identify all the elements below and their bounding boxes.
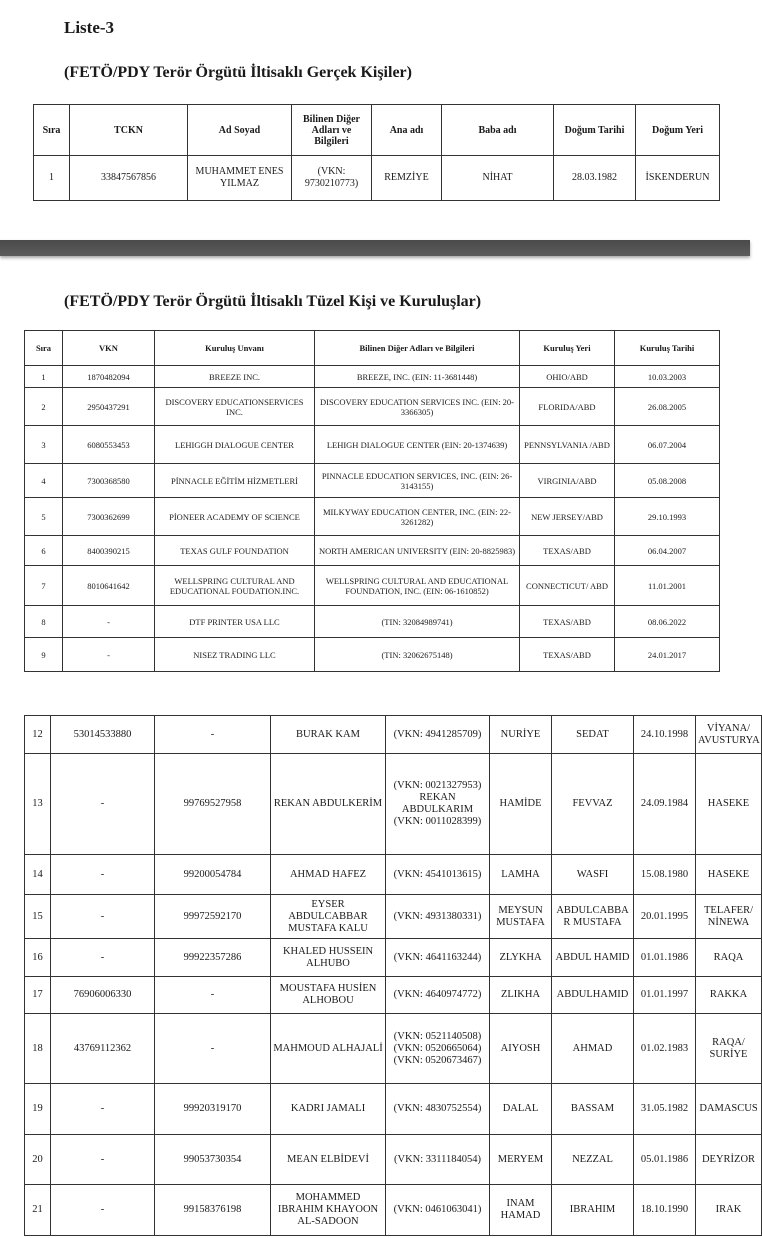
table-cell: ABDUL HAMID	[552, 939, 634, 977]
table-cell: 2	[25, 388, 63, 426]
table-cell: LEHIGH DIALOGUE CENTER (EIN: 20-1374639)	[315, 426, 520, 464]
table-cell: 16	[25, 939, 51, 977]
table-cell: (VKN: 0521140508) (VKN: 0520665064) (VKN: 0520673467)	[386, 1014, 490, 1084]
table-cell: WASFI	[552, 855, 634, 895]
table-cell: 5	[25, 498, 63, 536]
table-row	[25, 566, 720, 606]
table-cell: 14	[25, 855, 51, 895]
table-cell: 18	[25, 1014, 51, 1084]
table-cell: HASEKE	[696, 855, 762, 895]
table-cell: 06.04.2007	[615, 536, 720, 566]
table-cell: DISCOVERY EDUCATION SERVICES INC. (EIN: 20-3366305)	[315, 388, 520, 426]
table-cell: VIRGINIA/ABD	[520, 464, 615, 498]
table-cell: WELLSPRING CULTURAL AND EDUCATIONAL FOUNDATION, INC. (EIN: 06-1610852)	[315, 566, 520, 606]
table-cell: KHALED HUSSEIN ALHUBO	[271, 939, 386, 977]
table-cell: NEZZAL	[552, 1135, 634, 1185]
table-cell: 15	[25, 895, 51, 939]
table-cell: 01.02.1983	[634, 1014, 696, 1084]
table-cell: 99158376198	[155, 1185, 271, 1236]
table-cell: 99920319170	[155, 1084, 271, 1135]
table-cell: VİYANA/ AVUSTURYA	[696, 716, 762, 754]
column-header: Sıra	[25, 331, 63, 366]
table-row	[34, 156, 720, 201]
table-cell: 01.01.1986	[634, 939, 696, 977]
table-cell: BURAK KAM	[271, 716, 386, 754]
table-cell: -	[51, 895, 155, 939]
table-cell: RAQA	[696, 939, 762, 977]
table-cell: 1	[25, 366, 63, 388]
table-cell: 08.06.2022	[615, 606, 720, 638]
table-cell: DISCOVERY EDUCATIONSERVICES INC.	[155, 388, 315, 426]
table-row	[25, 464, 720, 498]
table-row	[25, 426, 720, 464]
table-row	[25, 855, 762, 895]
table-cell: SEDAT	[552, 716, 634, 754]
table-cell: (VKN: 4641163244)	[386, 939, 490, 977]
table-cell: AHMAD	[552, 1014, 634, 1084]
table-cell: 6080553453	[63, 426, 155, 464]
table-cell: 33847567856	[70, 156, 188, 201]
table-cell: 24.01.2017	[615, 638, 720, 672]
table-cell: (VKN: 0461063041)	[386, 1185, 490, 1236]
table-cell: (TIN: 32062675148)	[315, 638, 520, 672]
table-cell: EYSER ABDULCABBAR MUSTAFA KALU	[271, 895, 386, 939]
table-cell: 76906006330	[51, 977, 155, 1014]
table-cell: NEW JERSEY/ABD	[520, 498, 615, 536]
table-row	[25, 1084, 762, 1135]
column-header: Kuruluş Tarihi	[615, 331, 720, 366]
table-cell: 53014533880	[51, 716, 155, 754]
column-header: TCKN	[70, 105, 188, 156]
table-cell: 24.09.1984	[634, 754, 696, 855]
table-row	[25, 716, 762, 754]
table-cell: 8400390215	[63, 536, 155, 566]
table-cell: MERYEM	[490, 1135, 552, 1185]
table-cell: MILKYWAY EDUCATION CENTER, INC. (EIN: 22-3261282)	[315, 498, 520, 536]
table-cell: (VKN: 9730210773)	[292, 156, 372, 201]
table-cell: 6	[25, 536, 63, 566]
table-row	[25, 939, 762, 977]
table-cell: -	[63, 638, 155, 672]
column-header: Ana adı	[372, 105, 442, 156]
table-cell: 29.10.1993	[615, 498, 720, 536]
table-cell: TELAFER/ NİNEWA	[696, 895, 762, 939]
column-header: Doğum Yeri	[636, 105, 720, 156]
table-cell: -	[155, 977, 271, 1014]
table-cell: 06.07.2004	[615, 426, 720, 464]
table-cell: 7300368580	[63, 464, 155, 498]
column-header: Bilinen Diğer Adları ve Bilgileri	[315, 331, 520, 366]
table-cell: OHIO/ABD	[520, 366, 615, 388]
table-cell: 8010641642	[63, 566, 155, 606]
table-cell: 8	[25, 606, 63, 638]
table-cell: DAMASCUS	[696, 1084, 762, 1135]
table-cell: HAMİDE	[490, 754, 552, 855]
table-cell: 01.01.1997	[634, 977, 696, 1014]
table-row	[25, 638, 720, 672]
table-row	[25, 388, 720, 426]
list-title: Liste-3	[64, 18, 115, 37]
table-cell: IBRAHIM	[552, 1185, 634, 1236]
table-cell: (VKN: 4830752554)	[386, 1084, 490, 1135]
table-cell: 11.01.2001	[615, 566, 720, 606]
table-cell: NISEZ TRADING LLC	[155, 638, 315, 672]
table-row	[25, 1135, 762, 1185]
table-cell: (VKN: 3311184054)	[386, 1135, 490, 1185]
table-cell: 43769112362	[51, 1014, 155, 1084]
table-cell: TEXAS/ABD	[520, 536, 615, 566]
table-cell: BREEZE INC.	[155, 366, 315, 388]
table-cell: CONNECTICUT/ ABD	[520, 566, 615, 606]
table-cell: NURİYE	[490, 716, 552, 754]
table-cell: 99769527958	[155, 754, 271, 855]
table-cell: 9	[25, 638, 63, 672]
entities-table-header	[25, 331, 720, 366]
table-cell: 05.08.2008	[615, 464, 720, 498]
table-cell: IRAK	[696, 1185, 762, 1236]
table-row	[25, 895, 762, 939]
table-cell: 1870482094	[63, 366, 155, 388]
table-cell: FLORIDA/ABD	[520, 388, 615, 426]
table-cell: MEAN ELBİDEVİ	[271, 1135, 386, 1185]
table-cell: (VKN: 4640974772)	[386, 977, 490, 1014]
table-cell: NORTH AMERICAN UNIVERSITY (EIN: 20-8825983)	[315, 536, 520, 566]
table-cell: 20.01.1995	[634, 895, 696, 939]
table-cell: WELLSPRING CULTURAL AND EDUCATIONAL FOUDATION.INC.	[155, 566, 315, 606]
table-cell: 10.03.2003	[615, 366, 720, 388]
table-cell: BREEZE, INC. (EIN: 11-3681448)	[315, 366, 520, 388]
table-cell: ZLIKHA	[490, 977, 552, 1014]
column-header: Baba adı	[442, 105, 554, 156]
table-cell: TEXAS/ABD	[520, 606, 615, 638]
table-cell: PİNNACLE EĞİTİM HİZMETLERİ	[155, 464, 315, 498]
table-cell: (VKN: 0021327953) REKAN ABDULKARIM (VKN: 0011028399)	[386, 754, 490, 855]
table-cell: TEXAS/ABD	[520, 638, 615, 672]
column-header: Ad Soyad	[188, 105, 292, 156]
table-cell: -	[51, 939, 155, 977]
table-cell: -	[155, 1014, 271, 1084]
table-cell: PİONEER ACADEMY OF SCIENCE	[155, 498, 315, 536]
table-row	[25, 754, 762, 855]
table-cell: LAMHA	[490, 855, 552, 895]
table-row	[25, 366, 720, 388]
table-cell: REKAN ABDULKERİM	[271, 754, 386, 855]
table-cell: 05.01.1986	[634, 1135, 696, 1185]
column-header: Sıra	[34, 105, 70, 156]
table-cell: MOUSTAFA HUSİEN ALHOBOU	[271, 977, 386, 1014]
table-cell: DALAL	[490, 1084, 552, 1135]
table-cell: 7	[25, 566, 63, 606]
persons-table-header	[34, 105, 720, 156]
table-cell: 19	[25, 1084, 51, 1135]
column-header: VKN	[63, 331, 155, 366]
table-row	[25, 1014, 762, 1084]
table-cell: 99053730354	[155, 1135, 271, 1185]
table-cell: (VKN: 4541013615)	[386, 855, 490, 895]
table-row	[25, 1185, 762, 1236]
table-cell: MUHAMMET ENES YILMAZ	[188, 156, 292, 201]
table-cell: MOHAMMED IBRAHIM KHAYOON AL-SADOON	[271, 1185, 386, 1236]
table-cell: (VKN: 4931380331)	[386, 895, 490, 939]
table-cell: NİHAT	[442, 156, 554, 201]
table-cell: -	[51, 1185, 155, 1236]
table-cell: 12	[25, 716, 51, 754]
table-cell: HASEKE	[696, 754, 762, 855]
table-row	[25, 498, 720, 536]
table-cell: 17	[25, 977, 51, 1014]
table-cell: 20	[25, 1135, 51, 1185]
table-cell: 13	[25, 754, 51, 855]
column-header: Kuruluş Yeri	[520, 331, 615, 366]
table-cell: PENNSYLVANIA /ABD	[520, 426, 615, 464]
table-cell: -	[51, 1084, 155, 1135]
table-cell: 24.10.1998	[634, 716, 696, 754]
table-cell: DEYRİZOR	[696, 1135, 762, 1185]
table-cell: MEYSUN MUSTAFA	[490, 895, 552, 939]
table-cell: 4	[25, 464, 63, 498]
table-cell: 21	[25, 1185, 51, 1236]
table-cell: ABDULCABBA R MUSTAFA	[552, 895, 634, 939]
table-cell: 31.05.1982	[634, 1084, 696, 1135]
table-cell: ABDULHAMID	[552, 977, 634, 1014]
table-cell: -	[51, 855, 155, 895]
table-cell: BASSAM	[552, 1084, 634, 1135]
table-cell: PINNACLE EDUCATION SERVICES, INC. (EIN: 26-3143155)	[315, 464, 520, 498]
table-cell: MAHMOUD ALHAJALİ	[271, 1014, 386, 1084]
table-cell: DTF PRINTER USA LLC	[155, 606, 315, 638]
table-cell: 26.08.2005	[615, 388, 720, 426]
table-cell: 28.03.1982	[554, 156, 636, 201]
column-header: Doğum Tarihi	[554, 105, 636, 156]
table-cell: 2950437291	[63, 388, 155, 426]
table-cell: -	[51, 754, 155, 855]
persons-table-2	[24, 715, 762, 1236]
table-cell: 1	[34, 156, 70, 201]
table-row	[25, 536, 720, 566]
table-cell: ZLYKHA	[490, 939, 552, 977]
table-cell: -	[63, 606, 155, 638]
column-header: Kuruluş Unvanı	[155, 331, 315, 366]
table-cell: 99972592170	[155, 895, 271, 939]
persons-table	[33, 104, 720, 201]
heading-entities: (FETÖ/PDY Terör Örgütü İltisaklı Tüzel Kişi ve Kuruluşlar)	[64, 293, 482, 310]
table-cell: RAKKA	[696, 977, 762, 1014]
table-cell: (TIN: 32084989741)	[315, 606, 520, 638]
table-row	[25, 606, 720, 638]
table-cell: FEVVAZ	[552, 754, 634, 855]
table-cell: AHMAD HAFEZ	[271, 855, 386, 895]
table-cell: 3	[25, 426, 63, 464]
table-cell: İSKENDERUN	[636, 156, 720, 201]
table-cell: KADRI JAMALI	[271, 1084, 386, 1135]
table-cell: 99200054784	[155, 855, 271, 895]
table-cell: AIYOSH	[490, 1014, 552, 1084]
table-cell: INAM HAMAD	[490, 1185, 552, 1236]
table-row	[25, 977, 762, 1014]
table-cell: 99922357286	[155, 939, 271, 977]
table-cell: REMZİYE	[372, 156, 442, 201]
column-header: Bilinen Diğer Adları ve Bilgileri	[292, 105, 372, 156]
entities-table	[24, 330, 720, 672]
table-cell: -	[155, 716, 271, 754]
table-cell: (VKN: 4941285709)	[386, 716, 490, 754]
page-divider	[0, 240, 750, 256]
table-cell: 18.10.1990	[634, 1185, 696, 1236]
table-cell: 15.08.1980	[634, 855, 696, 895]
table-cell: TEXAS GULF FOUNDATION	[155, 536, 315, 566]
table-cell: -	[51, 1135, 155, 1185]
heading-persons: (FETÖ/PDY Terör Örgütü İltisaklı Gerçek Kişiler)	[64, 64, 412, 81]
table-cell: 7300362699	[63, 498, 155, 536]
table-cell: RAQA/ SURİYE	[696, 1014, 762, 1084]
table-cell: LEHIGGH DIALOGUE CENTER	[155, 426, 315, 464]
